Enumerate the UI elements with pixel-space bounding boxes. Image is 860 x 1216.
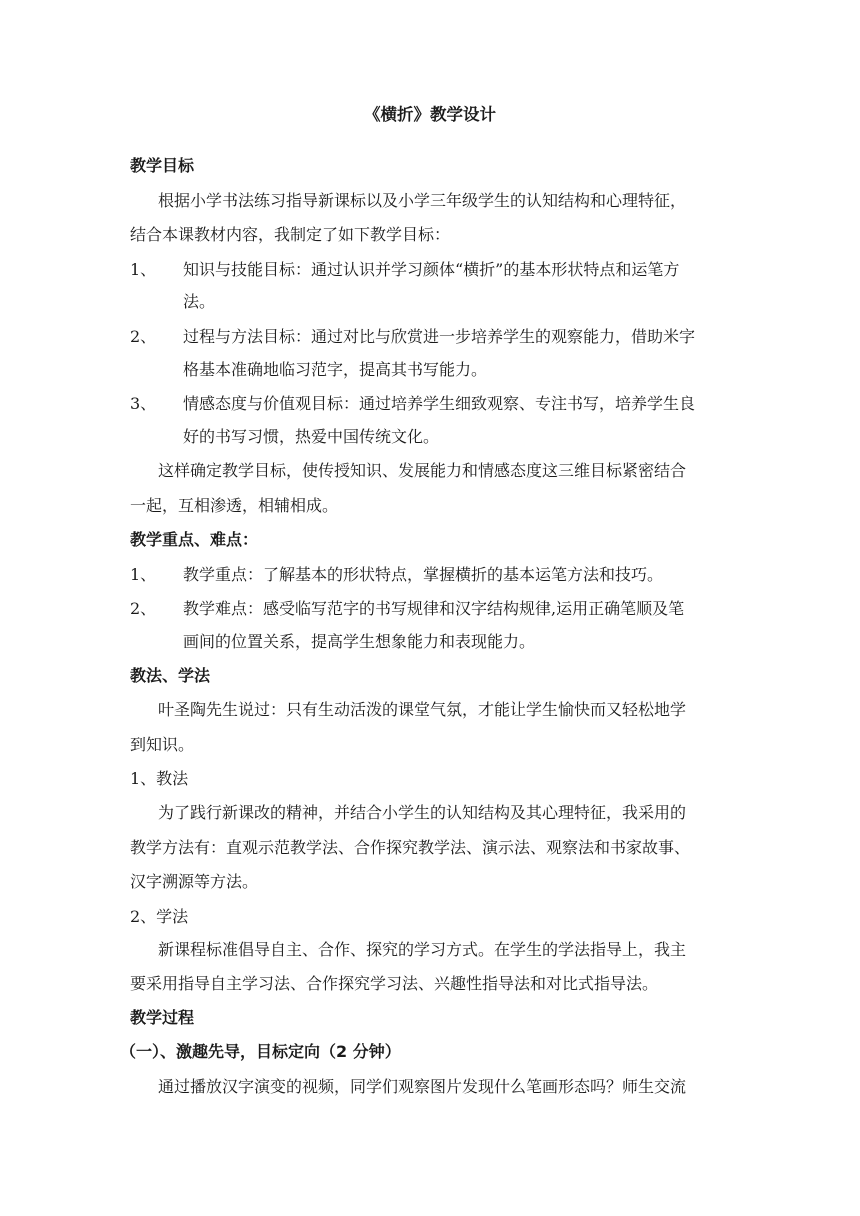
goal-item-line: 过程与方法目标：通过对比与欣赏进一步培养学生的观察能力，借助米字 [183,327,696,346]
learning-method-line2: 要采用指导自主学习法、合作探究学习法、兴趣性指导法和对比式指导法。 [130,974,659,993]
key-point-num: 1、 [130,565,157,584]
goal-item-line: 法。 [183,292,216,311]
key-point-line: 教学难点：感受临写范字的书写规律和汉字结构规律,运用正确笔顺及笔 [183,599,685,618]
key-point-num: 2、 [130,599,157,618]
process-step1-heading: （一）、激趣先导，目标定向（2 分钟） [120,1042,401,1061]
learning-method-line1: 新课程标准倡导自主、合作、探究的学习方式。在学生的学法指导上，我主 [158,940,687,959]
goals-summary-line1: 这样确定教学目标，使传授知识、发展能力和情感态度这三维目标紧密结合 [158,461,687,480]
goal-item-line: 格基本准确地临习范字，提高其书写能力。 [183,360,488,379]
teaching-method-heading: 1、教法 [130,769,189,788]
goals-intro-line2: 结合本课教材内容，我制定了如下教学目标： [130,225,451,244]
key-point-line: 画间的位置关系，提高学生想象能力和表现能力。 [183,632,536,651]
methods-heading: 教法、学法 [130,666,211,685]
goals-intro-line1: 根据小学书法练习指导新课标以及小学三年级学生的认知结构和心理特征， [158,191,687,210]
goal-item-num: 3、 [130,394,157,413]
goal-item-line: 情感态度与价值观目标：通过培养学生细致观察、专注书写，培养学生良 [183,394,696,413]
document-title: 《横折》教学设计 [364,105,496,124]
teaching-method-line2: 教学方法有：直观示范教学法、合作探究教学法、演示法、观察法和书家故事、 [130,838,691,857]
goal-item-line: 知识与技能目标：通过认识并学习颜体“横折”的基本形状特点和运笔方 [183,260,680,279]
goal-item-num: 2、 [130,327,157,346]
teaching-method-line1: 为了践行新课改的精神，并结合小学生的认知结构及其心理特征，我采用的 [158,803,687,822]
process-step1-line1: 通过播放汉字演变的视频，同学们观察图片发现什么笔画形态吗？师生交流 [158,1077,687,1096]
methods-quote-line1: 叶圣陶先生说过：只有生动活泼的课堂气氛，才能让学生愉快而又轻松地学 [158,700,687,719]
goals-summary-line2: 一起，互相渗透，相辅相成。 [130,496,339,515]
learning-method-heading: 2、学法 [130,907,189,926]
teaching-method-line3: 汉字溯源等方法。 [130,872,259,891]
key-points-heading: 教学重点、难点： [130,530,259,549]
goals-heading: 教学目标 [130,156,195,175]
goal-item-line: 好的书写习惯，热爱中国传统文化。 [183,427,440,446]
process-heading: 教学过程 [130,1008,195,1027]
goal-item-num: 1、 [130,260,157,279]
key-point-line: 教学重点：了解基本的形状特点，掌握横折的基本运笔方法和技巧。 [183,565,664,584]
methods-quote-line2: 到知识。 [130,735,195,754]
